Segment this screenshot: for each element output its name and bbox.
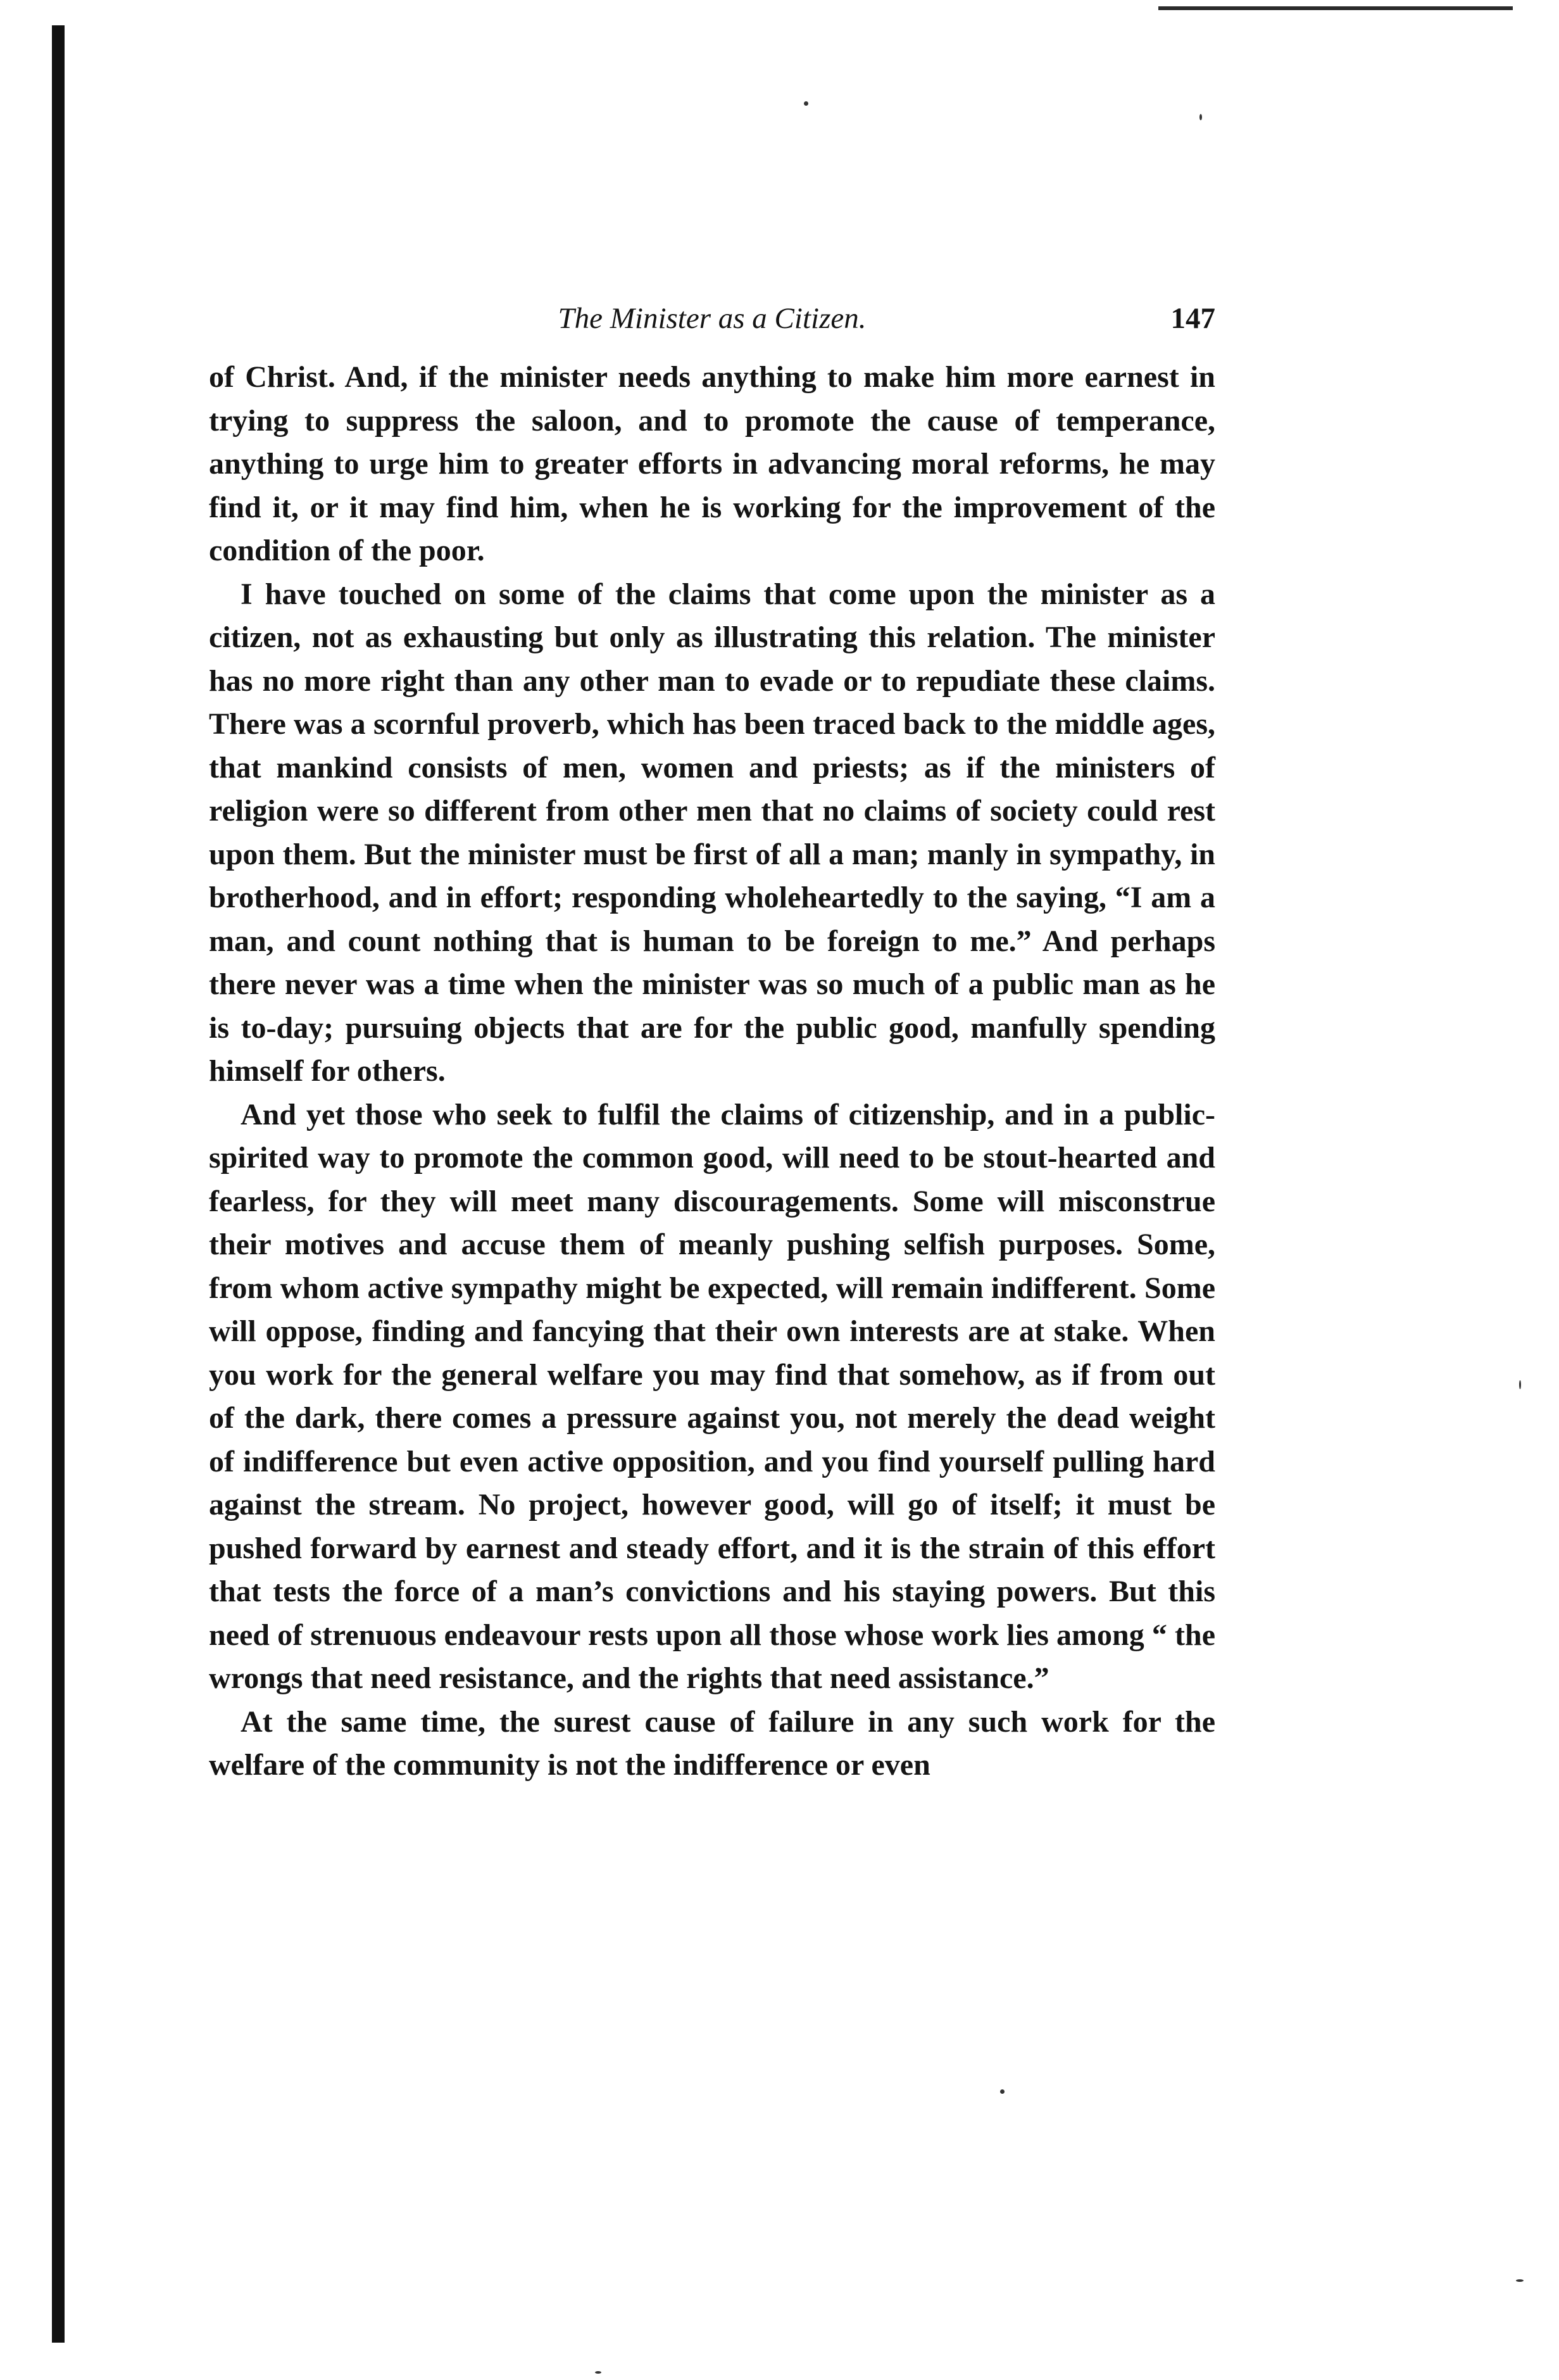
running-title: The Minister as a Citizen. — [558, 302, 867, 335]
page-header — [209, 296, 1215, 341]
page-number: 147 — [1170, 302, 1215, 335]
scan-speck — [804, 101, 808, 106]
top-edge-rule — [1158, 6, 1513, 10]
scan-speck — [595, 2371, 601, 2374]
scan-speck — [1199, 114, 1202, 120]
page-binding-edge — [52, 25, 65, 2343]
scan-speck — [1516, 2279, 1524, 2282]
paragraph-2: I have touched on some of the claims that come upon the minister as a citizen, not as exhausting but only as illustrating this relation. The minister has no more right than any other man to evade or to repudiate these claims. There was a scornful proverb, which has been traced back to the middle ages, that mankind consists of men, women and priests; as if the ministers of religion were so different from other men that no claims of society could rest upon them. But the minister must be first of all a man; manly in sympathy, in brotherhood, and in effort; responding wholeheartedly to the saying, “I am a man, and count nothing that is human to be foreign to me.” And perhaps there never was a time when the minister was so much of a public man as he is to-day; pursuing objects that are for the public good, manfully spending himself for others. — [209, 577, 1215, 1088]
scan-speck — [1000, 2089, 1005, 2094]
paragraph-3: And yet those who seek to fulfil the claims of citizenship, and in a public-spirited way to promote the common good, will need to be stout-hearted and fearless, for they will meet many discouragements. Some will misconstrue their motives and accuse them of meanly pushing selfish purposes. Some, from whom active sympathy might be expected, will remain indifferent. Some will oppose, finding and fancying that their own interests are at stake. When you work for the general welfare you may find that somehow, as if from out of the dark, there comes a pressure against you, not merely the dead weight of indifference but even active opposition, and you find yourself pulling hard against the stream. No project, however good, will go of itself; it must be pushed forward by earnest and steady effort, and it is the strain of this effort that tests the force of a man’s convictions and his staying powers. But this need of strenuous endeavour rests upon all those whose work lies among “ the wrongs that need resistance, and the rights that need assistance.” — [209, 1097, 1215, 1695]
paragraph-1: of Christ. And, if the minister needs anything to make him more earnest in trying to suppress the saloon, and to promote the cause of temperance, anything to urge him to greater efforts in advancing moral reforms, he may find it, or it may find him, when he is working for the improvement of the condition of the poor. — [209, 360, 1215, 567]
paragraph-4: At the same time, the surest cause of failure in any such work for the welfare of the community is not the indifference or even — [209, 1704, 1215, 1782]
scan-speck — [1519, 1380, 1521, 1389]
body-text — [209, 356, 1215, 1787]
